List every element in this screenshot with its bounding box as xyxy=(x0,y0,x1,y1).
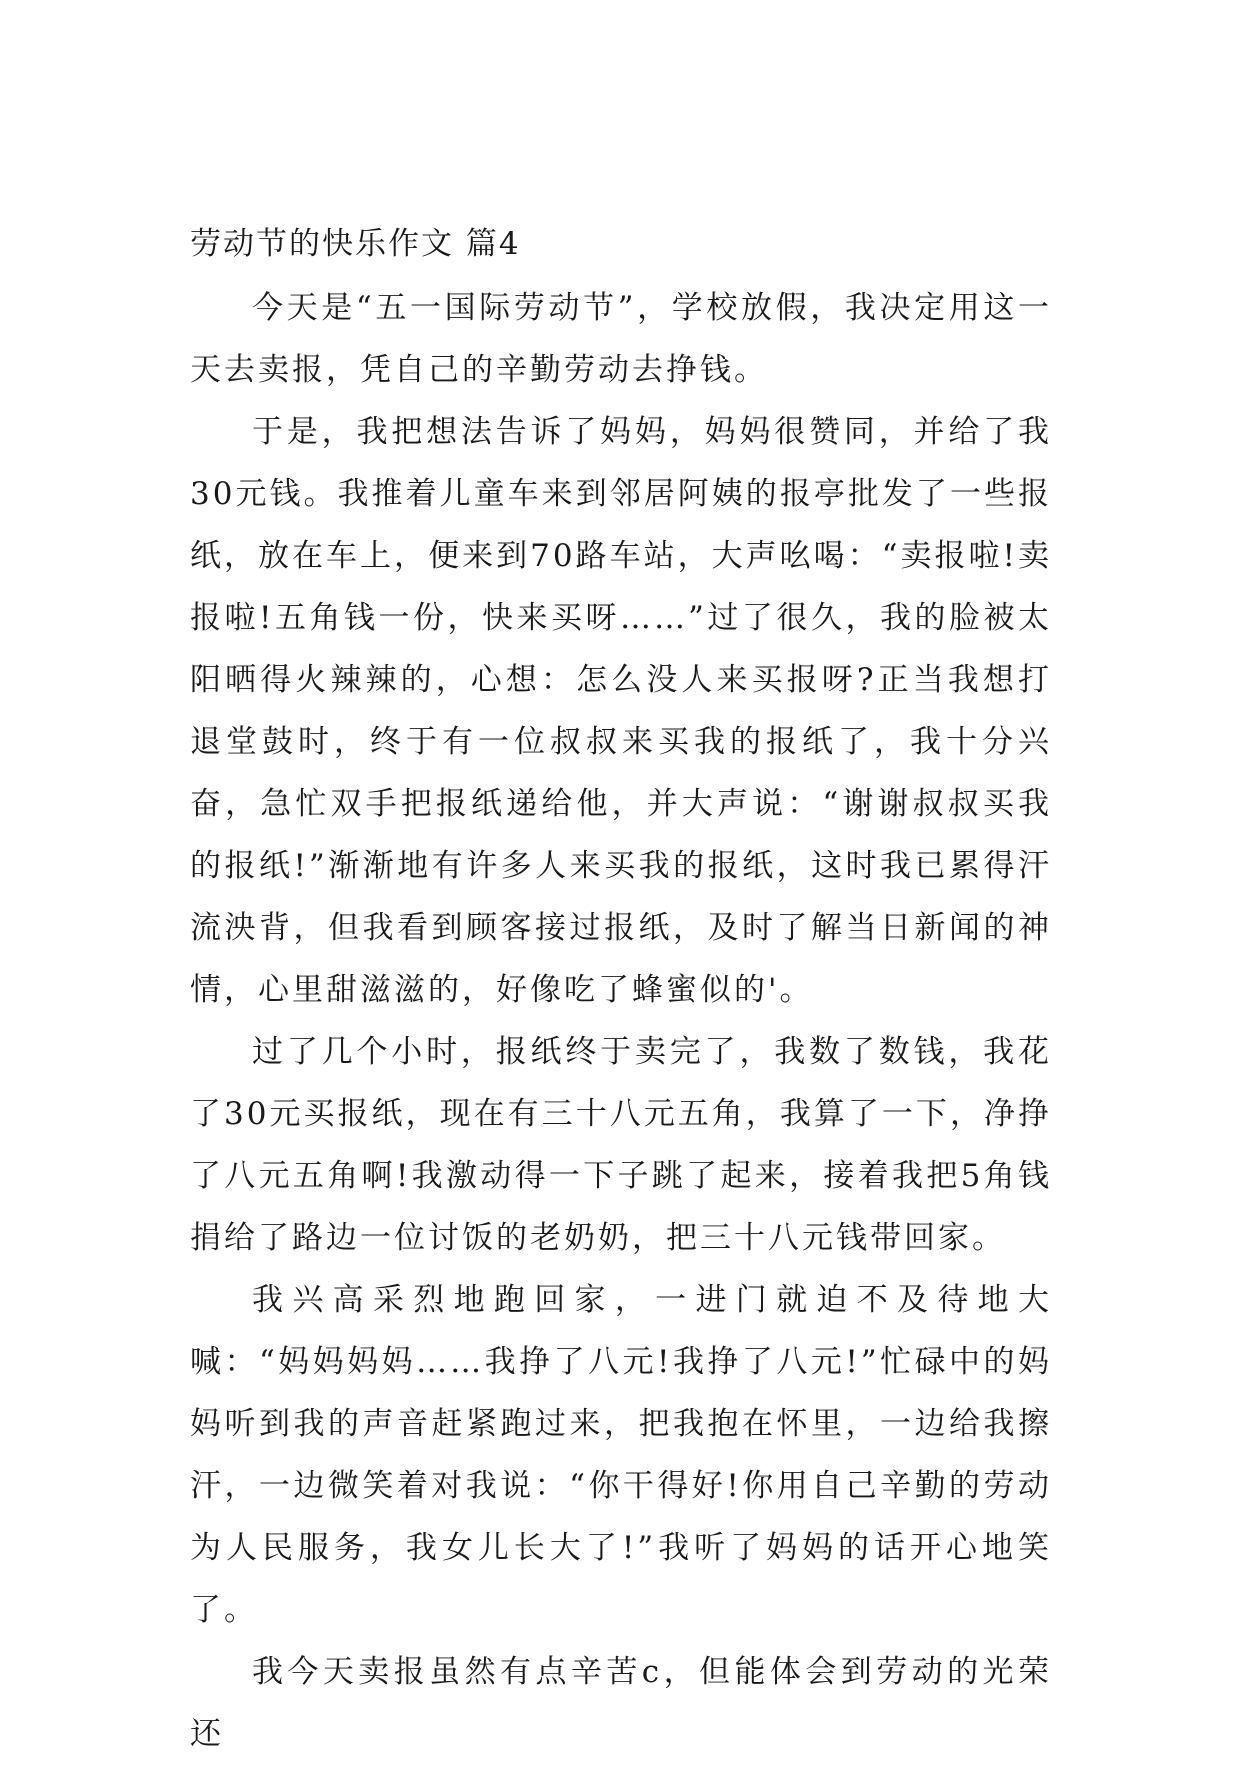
paragraph-5: 我今天卖报虽然有点辛苦c，但能体会到劳动的光荣还 xyxy=(190,1654,1052,1752)
paragraph-3: 过了几个小时，报纸终于卖完了，我数了数钱，我花了30元买报纸，现在有三十八元五角，我算了一下，净挣了八元五角啊!我激动得一下子跳了起来，接着我把5角钱捐给了路边一位讨饭的老奶奶，把三十八元钱带回家。 xyxy=(190,1034,1052,1256)
document-title: 劳动节的快乐作文 篇4 xyxy=(190,226,521,262)
paragraph-4: 我兴高采烈地跑回家，一进门就迫不及待地大喊：“妈妈妈妈……我挣了八元!我挣了八元!”忙碌中的妈妈听到我的声音赶紧跑过来，把我抱在怀里，一边给我擦汗，一边微笑着对我说：“你干得好!你用自己辛勤的劳动为人民服务，我女儿长大了!”我听了妈妈的话开心地笑了。 xyxy=(190,1282,1052,1628)
paragraph-1: 今天是“五一国际劳动节”，学校放假，我决定用这一天去卖报，凭自己的辛勤劳动去挣钱。 xyxy=(190,290,1052,388)
paragraph-2: 于是，我把想法告诉了妈妈，妈妈很赞同，并给了我30元钱。我推着儿童车来到邻居阿姨的报亭批发了一些报纸，放在车上，便来到70路车站，大声吆喝：“卖报啦!卖报啦!五角钱一份，快来买呀……”过了很久，我的脸被太阳晒得火辣辣的，心想：怎么没人来买报呀?正当我想打退堂鼓时，终于有一位叔叔来买我的报纸了，我十分兴奋，急忙双手把报纸递给他，并大声说：“谢谢叔叔买我的报纸!”渐渐地有许多人来买我的报纸，这时我已累得汗流泱背，但我看到顾客接过报纸，及时了解当日新闻的神情，心里甜滋滋的，好像吃了蜂蜜似的'。 xyxy=(190,414,1052,1008)
document-body xyxy=(190,277,1052,1765)
